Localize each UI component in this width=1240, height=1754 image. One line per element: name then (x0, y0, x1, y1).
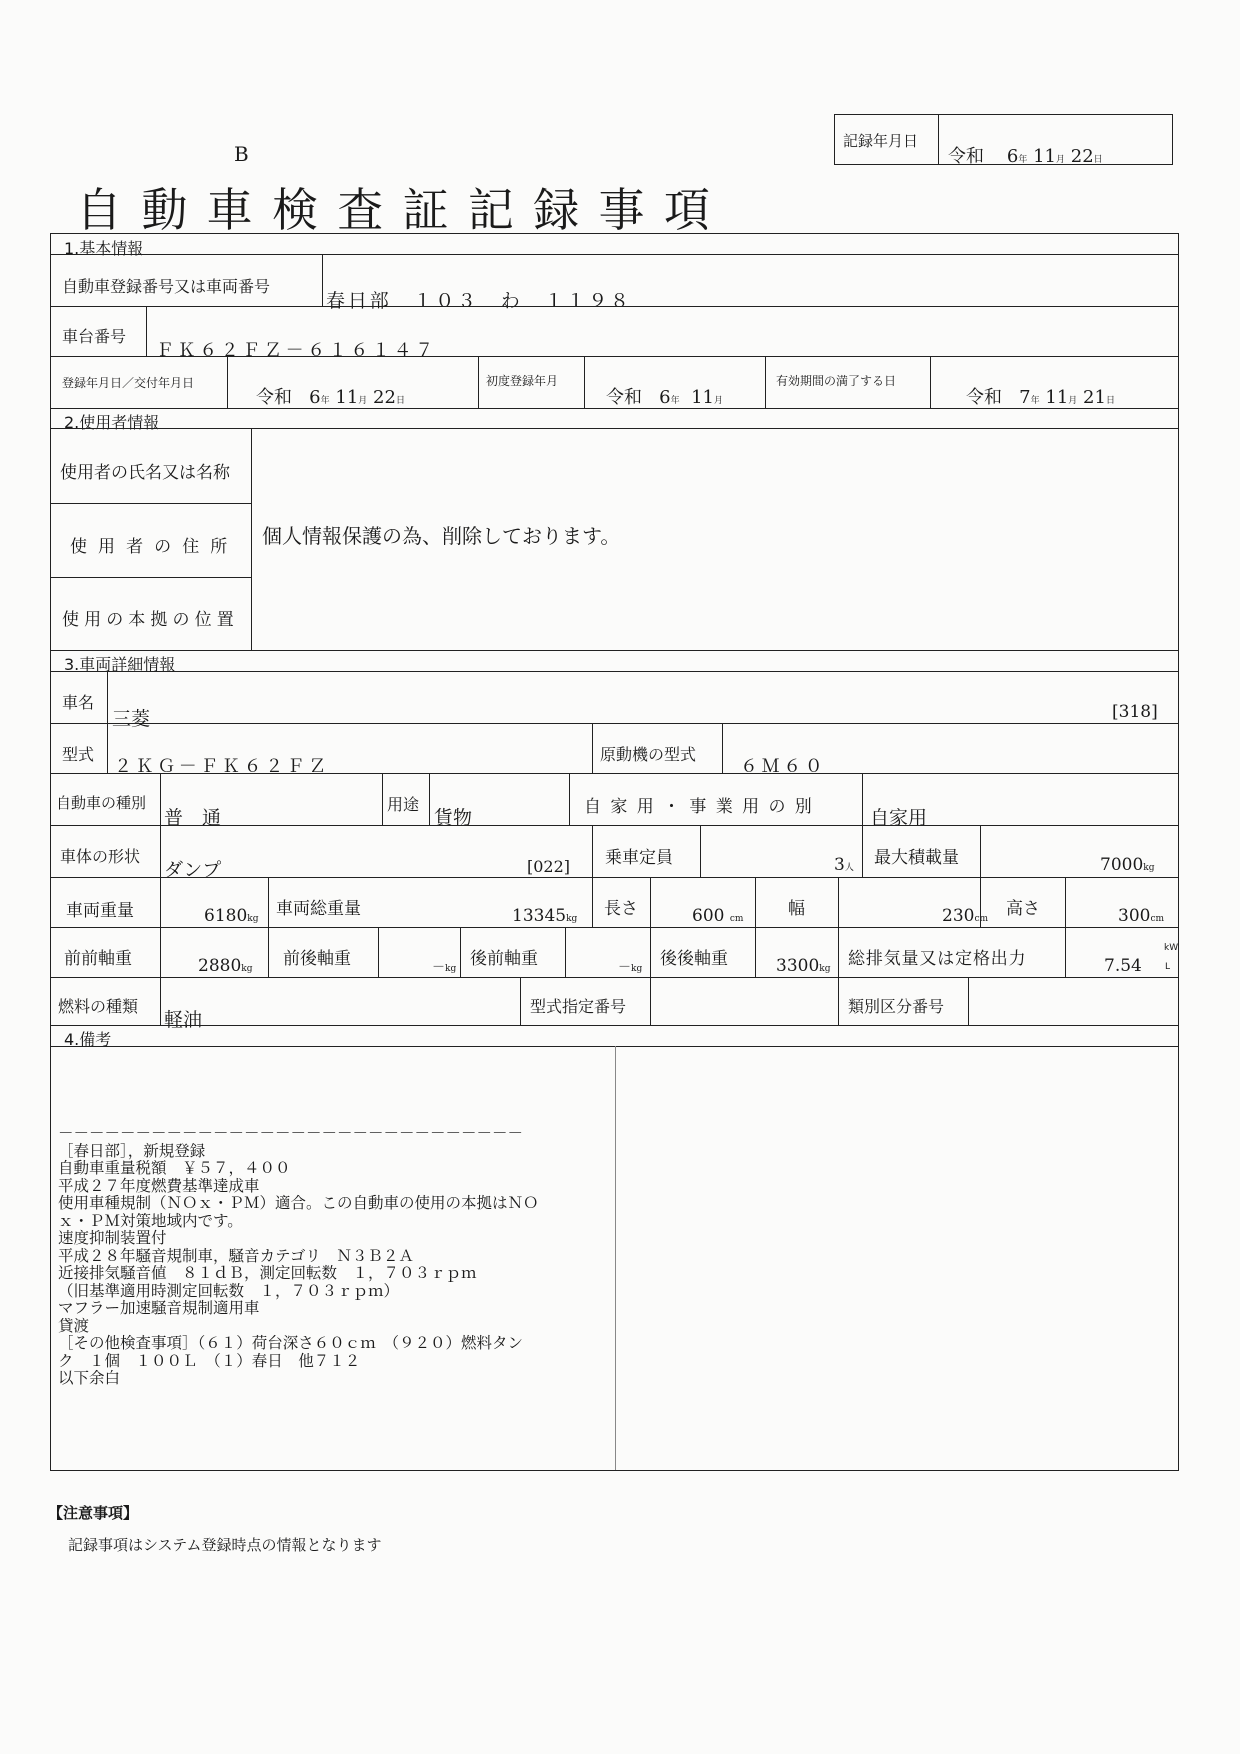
record-date-value: 令和 6年 11月 22日 (948, 146, 1103, 167)
form-letter: B (234, 142, 249, 166)
page-title: 自動車検査証記録事項 (76, 183, 730, 237)
capacity-value: 3人 (834, 855, 854, 875)
user-name-label: 使用者の氏名又は名称 (60, 463, 230, 483)
displacement-unit-l: L (1165, 962, 1171, 972)
remarks-line: （旧基準適用時測定回転数 １，７０３ｒｐｍ） (58, 1281, 400, 1300)
engine-label: 原動機の型式 (600, 745, 697, 764)
model-label: 型式 (62, 745, 95, 764)
reg-date-label: 登録年月日／交付年月日 (62, 376, 195, 390)
gross-value: 13345kg (512, 906, 578, 926)
car-name-value: 三菱 (112, 708, 151, 730)
record-date-label: 記録年月日 (843, 132, 919, 150)
width-value: 230cm (942, 906, 989, 926)
remarks-line: 平成２８年騒音規制車，騒音カテゴリ Ｎ３Ｂ２Ａ (58, 1246, 414, 1265)
reg-date-value: 令和 6年 11月 22日 (256, 387, 405, 408)
use-label: 用途 (387, 795, 420, 814)
user-address-label: 使用者の住所 (70, 537, 239, 557)
chassis-label: 車台番号 (62, 327, 127, 346)
length-label: 長さ (604, 899, 638, 919)
fr-axle-label: 前後軸重 (283, 949, 351, 969)
displacement-value: 7.54 (1104, 956, 1142, 976)
remarks-line: ク １個 １００Ｌ （１）春日 他７１２ (58, 1351, 361, 1370)
expiry-label: 有効期間の満了する日 (776, 374, 897, 388)
privacy-notice: 個人情報保護の為、削除しております。 (262, 524, 621, 548)
max-load-label: 最大積載量 (874, 848, 959, 868)
reg-no-value: 春日部 １０３ わ １１９８ (326, 290, 632, 312)
private-business-value: 自家用 (870, 807, 928, 829)
model-value: ２ＫＧ－ＦＫ６２ＦＺ (114, 756, 330, 777)
rf-axle-value: －kg (618, 960, 643, 975)
width-label: 幅 (788, 899, 805, 919)
chassis-value: ＦＫ６２ＦＺ－６１６１４７ (156, 340, 437, 361)
ff-axle-label: 前前軸重 (64, 949, 132, 969)
expiry-value: 令和 7年 11月 21日 (966, 387, 1115, 408)
height-value: 300cm (1118, 906, 1165, 926)
fr-axle-value: －kg (432, 960, 457, 975)
notes-heading: 【注意事項】 (48, 1504, 139, 1522)
notes-text: 記録事項はシステム登録時点の情報となります (68, 1536, 382, 1554)
designation-label: 型式指定番号 (530, 997, 627, 1016)
remarks-line: 貸渡 (58, 1316, 90, 1335)
category-label: 類別区分番号 (848, 997, 945, 1016)
remarks-line: 平成２７年度燃費基準達成車 (58, 1176, 260, 1195)
rf-axle-label: 後前軸重 (470, 949, 538, 969)
height-label: 高さ (1006, 899, 1040, 919)
body-code: [022] (527, 857, 571, 876)
displacement-unit-kw: kW (1164, 943, 1179, 953)
remarks-line: 近接排気騒音値 ８１ｄＢ，測定回転数 １，７０３ｒｐｍ (58, 1264, 477, 1282)
remarks-line: 自動車重量税額 ￥５７，４００ (58, 1159, 291, 1177)
remarks-line: ［春日部］，新規登録 (58, 1141, 206, 1160)
body-label: 車体の形状 (60, 847, 141, 866)
remarks-line: 使用車種規制（ＮＯｘ・ＰＭ）適合。この自動車の使用の本拠はＮＯ (58, 1194, 539, 1212)
type-value: 普 通 (164, 807, 222, 829)
first-reg-value: 令和 6年 11月 (606, 387, 724, 408)
body-value: ダンプ (164, 859, 222, 881)
ff-axle-value: 2880kg (198, 956, 253, 976)
weight-value: 6180kg (204, 906, 259, 926)
private-business-label: 自家用・事業用の別 (584, 797, 822, 817)
first-reg-label: 初度登録年月 (486, 374, 559, 388)
fuel-label: 燃料の種類 (58, 997, 139, 1016)
car-name-label: 車名 (62, 693, 95, 712)
engine-value: ６Ｍ６０ (740, 756, 827, 777)
remarks-line: ｘ・ＰＭ対策地域内です。 (58, 1211, 243, 1230)
use-value: 貨物 (434, 807, 473, 829)
displacement-label: 総排気量又は定格出力 (848, 949, 1027, 969)
remarks-line: 以下余白 (58, 1369, 121, 1387)
section-3-heading: 3.車両詳細情報 (64, 655, 176, 674)
max-load-value: 7000kg (1100, 855, 1155, 875)
length-value: 600 cm (692, 906, 744, 926)
remarks-divider: －－－－－－－－－－－－－－－－－－－－－－－－－－－－－－ (58, 1124, 524, 1142)
remarks-line: 速度抑制装置付 (58, 1229, 167, 1247)
gross-label: 車両総重量 (276, 899, 361, 919)
capacity-label: 乗車定員 (605, 848, 673, 868)
weight-label: 車両重量 (66, 901, 134, 921)
section-4-heading: 4.備考 (64, 1030, 112, 1049)
remarks-line: ［その他検査事項］（６１）荷台深さ６０ｃｍ （９２０）燃料タン (58, 1334, 524, 1352)
section-2-heading: 2.使用者情報 (64, 413, 160, 432)
rr-axle-label: 後後軸重 (660, 949, 728, 969)
section-1-heading: 1.基本情報 (64, 239, 144, 258)
base-location-label: 使用の本拠の位置 (62, 610, 239, 630)
fuel-value: 軽油 (164, 1009, 203, 1031)
type-label: 自動車の種別 (56, 794, 147, 812)
remarks-line: マフラー加速騒音規制適用車 (58, 1299, 260, 1317)
car-name-code: [318] (1112, 702, 1158, 722)
remarks-content (58, 1125, 539, 1388)
reg-no-label: 自動車登録番号又は車両番号 (62, 277, 271, 296)
rr-axle-value: 3300kg (776, 956, 831, 976)
